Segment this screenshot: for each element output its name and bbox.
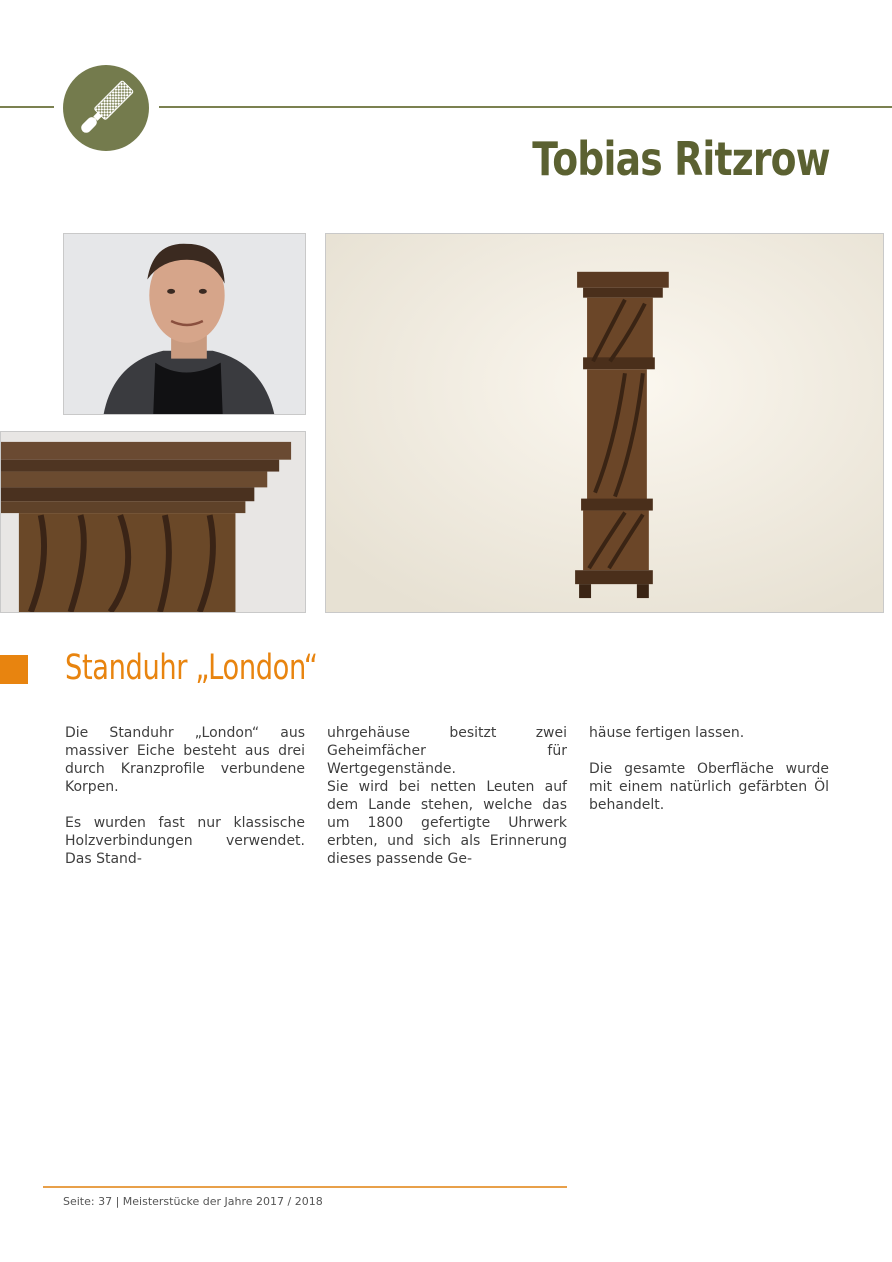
paragraph: Es wurden fast nur klassische Holzverbindungen verwendet. Das Stand- (65, 815, 305, 867)
file-rasp-icon (63, 65, 149, 151)
author-name: Tobias Ritzrow (532, 132, 830, 186)
cornice-detail-photo (0, 431, 306, 613)
text-column-1 (65, 724, 305, 868)
portrait-photo (63, 233, 306, 415)
header-rule-left (0, 106, 54, 108)
text-column-2 (327, 724, 567, 868)
article-title: Standuhr „London“ (65, 648, 318, 688)
section-logo (63, 65, 149, 151)
paragraph: Sie wird bei netten Leuten auf dem Lande stehen, welche das um 1800 gefertigte Uhrwerk erbten, und sich als Erinnerung dieses passende Ge- (327, 779, 567, 867)
header-rule-right (159, 106, 892, 108)
grandfather-clock-photo (325, 233, 884, 613)
section-marker (0, 655, 28, 684)
paragraph: häuse fertigen lassen. (589, 725, 745, 741)
paragraph: Die gesamte Oberfläche wurde mit einem natürlich gefärbten Öl behandelt. (589, 761, 829, 813)
footer-rule (43, 1186, 567, 1188)
paragraph: uhrgehäuse besitzt zwei Geheimfächer für Wertgegenstände. (327, 725, 567, 777)
page-footer: Seite: 37 | Meisterstücke der Jahre 2017 / 2018 (63, 1195, 323, 1208)
paragraph: Die Standuhr „London“ aus massiver Eiche besteht aus drei durch Kranzprofile verbundene Korpen. (65, 725, 305, 795)
text-column-3 (589, 724, 829, 814)
